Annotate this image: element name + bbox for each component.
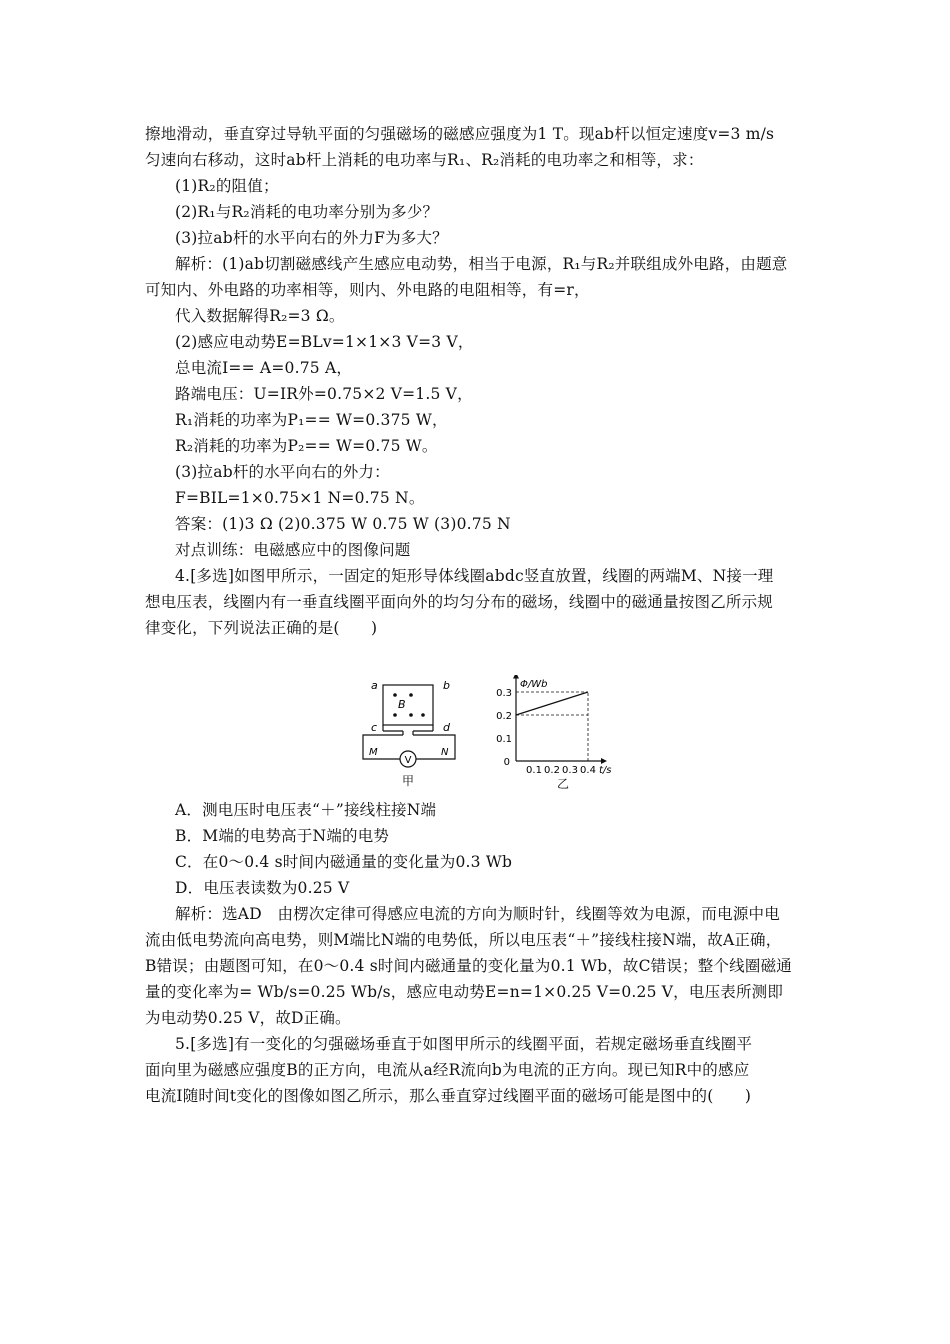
- text-line: 答案：(1)3 Ω (2)0.375 W 0.75 W (3)0.75 N: [175, 515, 511, 533]
- y-tick-label: 0.1: [496, 734, 512, 745]
- text-line: (1)R₂的阻值；: [175, 177, 279, 195]
- figure-jia-circuit: [355, 675, 465, 771]
- text-line: (2)感应电动势E=BLv=1×1×3 V=3 V，: [175, 333, 474, 351]
- y-tick-label: 0.2: [496, 711, 512, 722]
- text-line: 5.[多选]有一变化的匀强磁场垂直于如图甲所示的线圈平面，若规定磁场垂直线圈平: [175, 1035, 753, 1053]
- field-b-label: B: [398, 698, 406, 711]
- corner-b-label: b: [443, 679, 450, 692]
- terminal-n-label: N: [441, 747, 449, 758]
- figure-jia-caption: 甲: [402, 774, 415, 788]
- x-axis-label: t/s: [599, 765, 612, 775]
- text-line: F=BIL=1×0.75×1 N=0.75 N。: [175, 489, 425, 507]
- corner-c-label: c: [371, 721, 378, 734]
- x-tick-label: 0.3: [562, 765, 578, 775]
- text-line: 量的变化率为= Wb/s=0.25 Wb/s，感应电动势E=n=1×0.25 V=0.25 V，电压表所测即: [145, 983, 784, 1001]
- text-line: 4.[多选]如图甲所示，一固定的矩形导体线圈abdc竖直放置，线圈的两端M、N接一理: [175, 567, 774, 585]
- text-line: (3)拉ab杆的水平向右的外力：: [175, 463, 390, 481]
- figure-yi-chart: [488, 675, 628, 775]
- terminal-m-label: M: [369, 747, 378, 758]
- x-tick-label: 0.4: [580, 765, 596, 775]
- text-line: R₂消耗的功率为P₂== W=0.75 W。: [175, 437, 438, 455]
- text-line: C．在0～0.4 s时间内磁通量的变化量为0.3 Wb: [175, 853, 513, 871]
- x-tick-label: 0.1: [526, 765, 542, 775]
- text-line: 擦地滑动，垂直穿过导轨平面的匀强磁场的磁感应强度为1 T。现ab杆以恒定速度v=3 m/s: [145, 125, 775, 143]
- x-axis-arrow: [601, 758, 607, 764]
- origin-label: 0: [503, 757, 510, 768]
- voltmeter-symbol: V: [404, 755, 412, 766]
- text-line: 匀速向右移动，这时ab杆上消耗的电功率与R₁、R₂消耗的电功率之和相等，求：: [145, 151, 704, 169]
- text-line: 想电压表，线圈内有一垂直线圈平面向外的均匀分布的磁场，线圈中的磁通量按图乙所示规: [145, 593, 774, 611]
- corner-d-label: d: [443, 721, 450, 734]
- text-line: 解析：选AD 由楞次定律可得感应电流的方向为顺时针，线圈等效为电源，而电源中电: [175, 905, 780, 923]
- text-line: 对点训练：电磁感应中的图像问题: [175, 541, 411, 559]
- text-line: 面向里为磁感应强度B的正方向，电流从a经R流向b为电流的正方向。现已知R中的感应: [145, 1061, 750, 1079]
- text-line: 为电动势0.25 V，故D正确。: [145, 1009, 351, 1027]
- text-line: D．电压表读数为0.25 V: [175, 879, 350, 897]
- flux-series-line: [516, 692, 588, 715]
- corner-a-label: a: [371, 679, 378, 692]
- coil-frame: [383, 685, 433, 725]
- text-line: B．M端的电势高于N端的电势: [175, 827, 390, 845]
- text-line: 总电流I== A=0.75 A，: [175, 359, 353, 377]
- y-axis-label: Φ/Wb: [520, 679, 548, 690]
- x-tick-label: 0.2: [544, 765, 560, 775]
- text-line: 电流I随时间t变化的图像如图乙所示，那么垂直穿过线圈平面的磁场可能是图中的( ): [145, 1087, 752, 1105]
- text-line: 代入数据解得R₂=3 Ω。: [175, 307, 345, 325]
- text-line: (2)R₁与R₂消耗的电功率分别为多少？: [175, 203, 439, 221]
- text-line: 可知内、外电路的功率相等，则内、外电路的电阻相等，有=r，: [145, 281, 590, 299]
- text-line: 路端电压：U=IR外=0.75×2 V=1.5 V，: [175, 385, 473, 403]
- text-line: B错误；由题图可知，在0～0.4 s时间内磁通量的变化量为0.1 Wb，故C错误；整个线圈磁通: [145, 957, 792, 975]
- y-axis-arrow: [513, 675, 519, 679]
- text-line: 解析：(1)ab切割磁感线产生感应电动势，相当于电源，R₁与R₂并联组成外电路，由题意: [175, 255, 788, 273]
- text-line: R₁消耗的功率为P₁== W=0.375 W，: [175, 411, 448, 429]
- y-tick-label: 0.3: [496, 688, 512, 699]
- text-line: A．测电压时电压表“＋”接线柱接N端: [175, 801, 437, 819]
- text-line: (3)拉ab杆的水平向右的外力F为多大？: [175, 229, 448, 247]
- figure-yi-caption: 乙: [557, 777, 570, 791]
- text-line: 流由低电势流向高电势，则M端比N端的电势低，所以电压表“＋”接线柱接N端，故A正确，: [145, 931, 782, 949]
- text-line: 律变化，下列说法正确的是( ): [145, 619, 378, 637]
